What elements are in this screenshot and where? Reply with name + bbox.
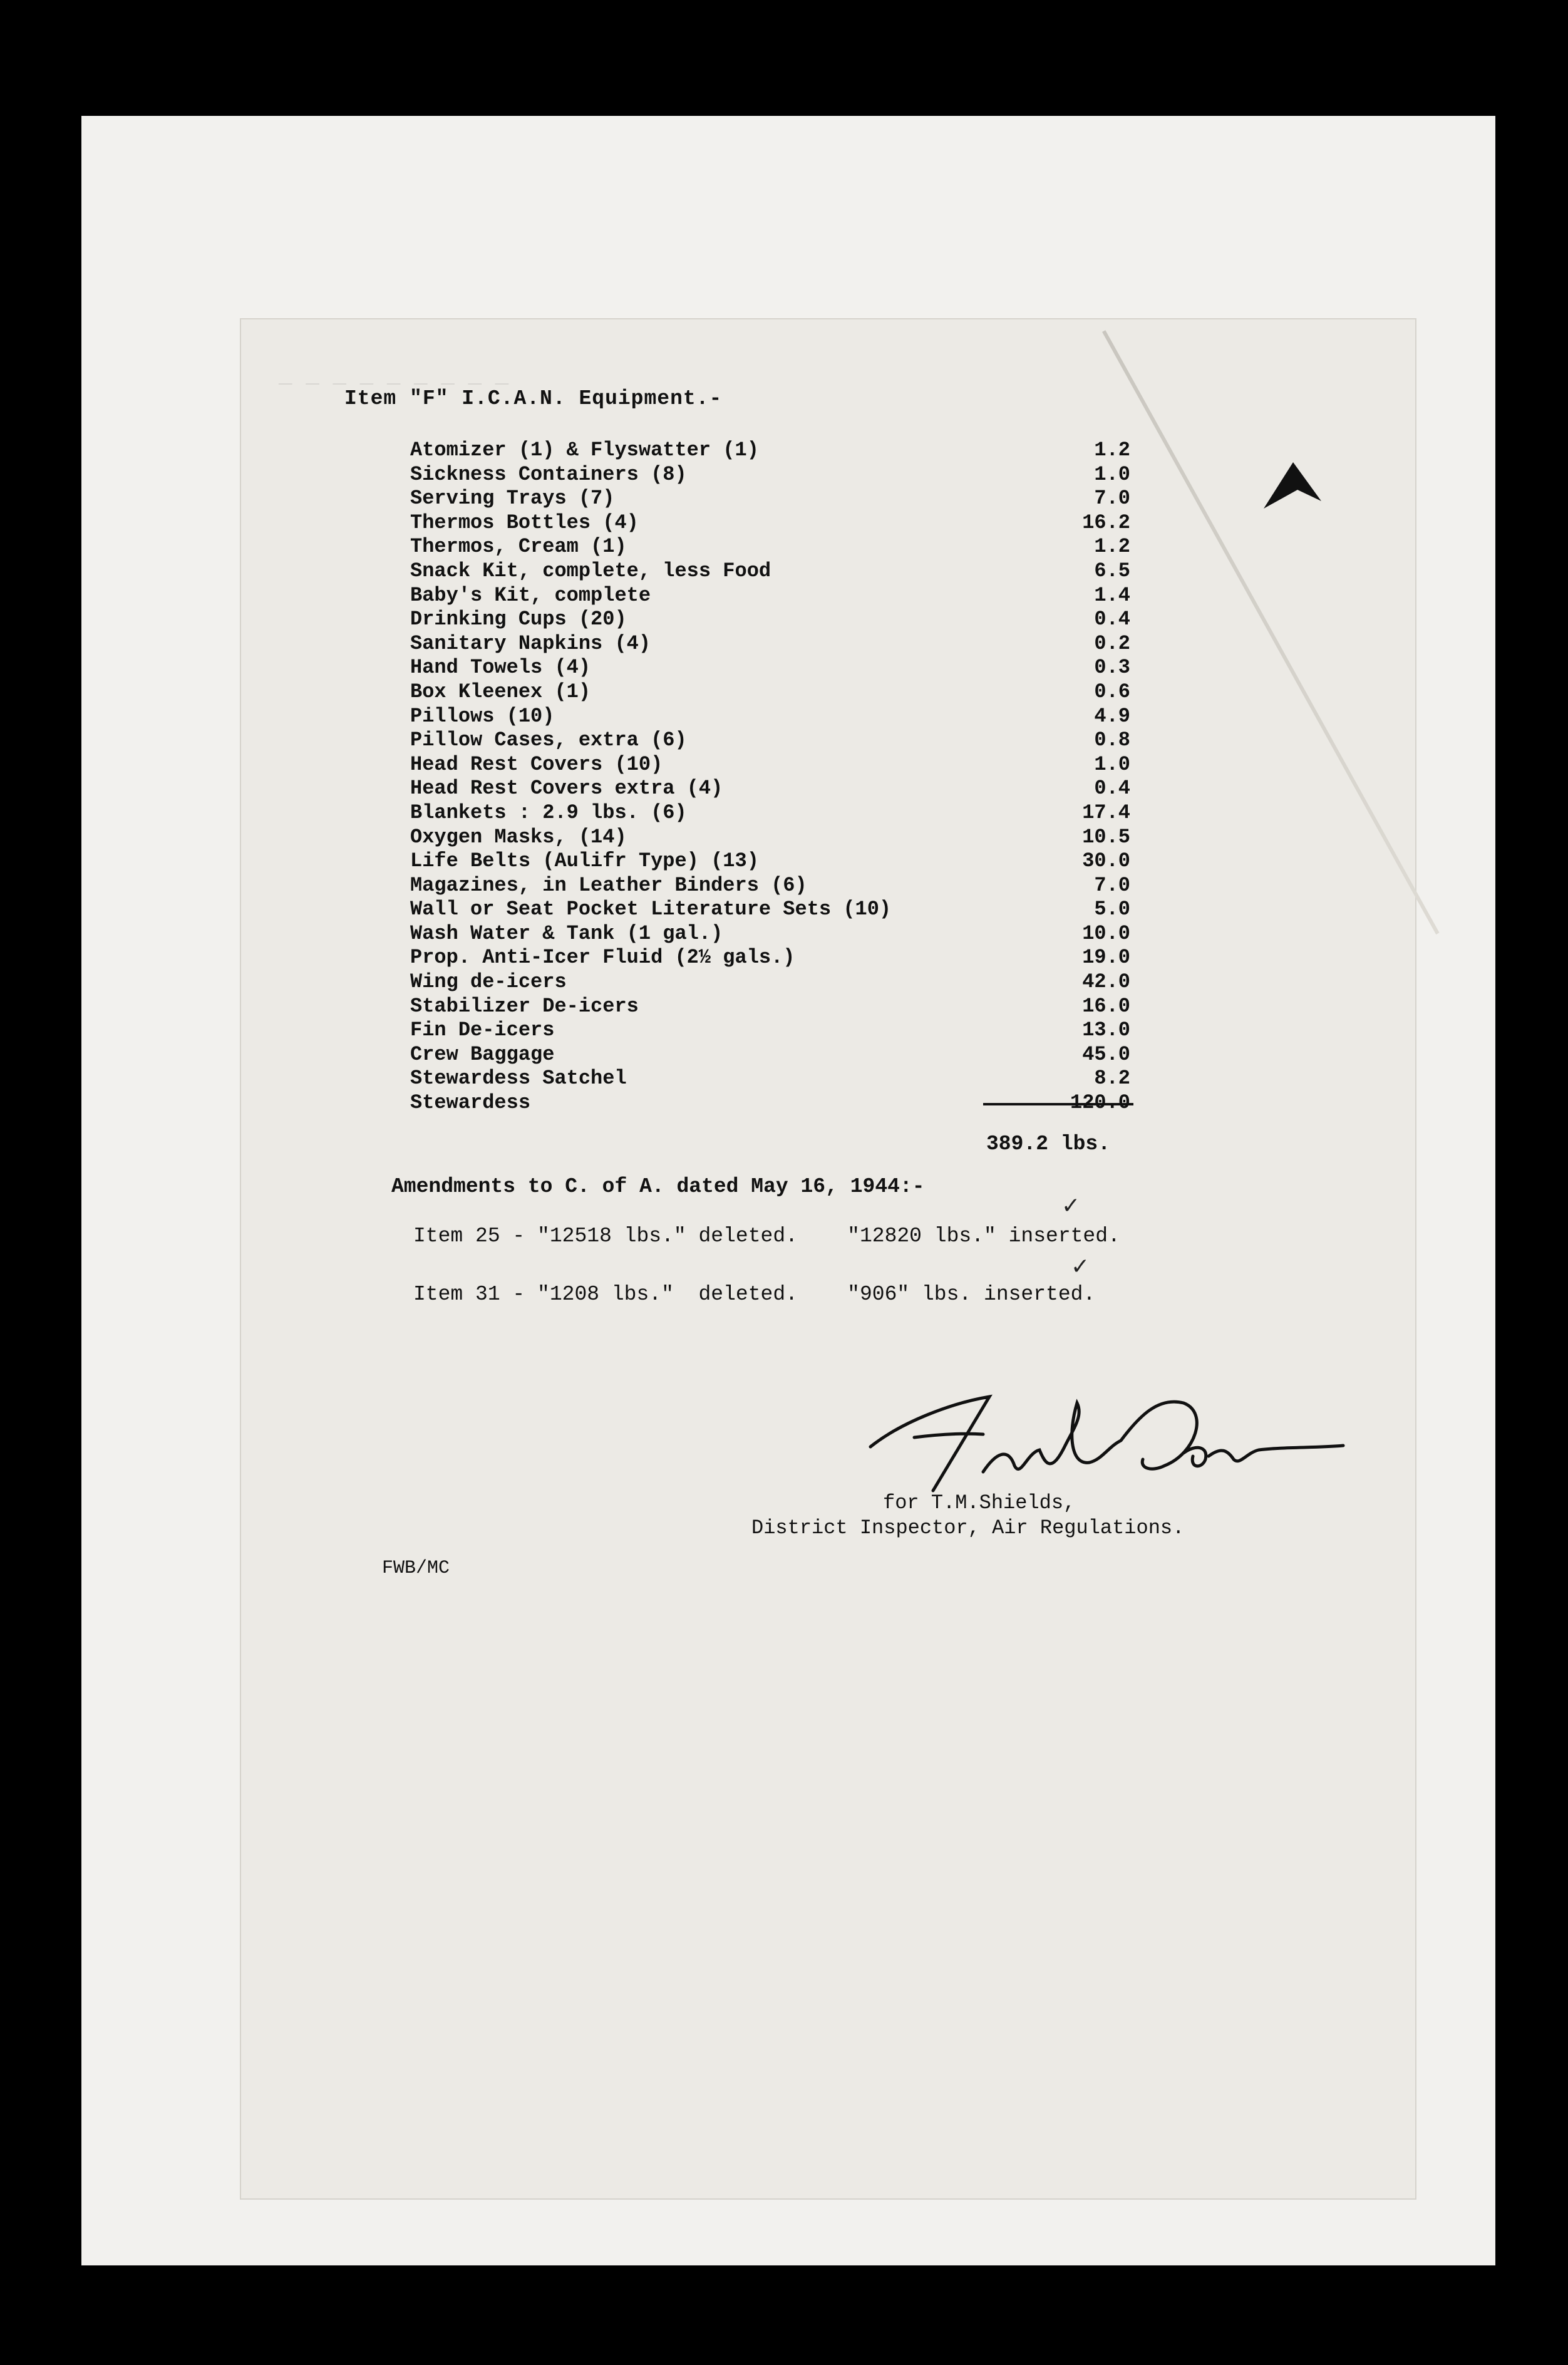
- equipment-weight: 1.2: [1094, 438, 1130, 462]
- equipment-weight: 7.0: [1094, 487, 1130, 510]
- equipment-weight: 45.0: [1082, 1042, 1130, 1066]
- equipment-weight: 16.0: [1082, 994, 1130, 1018]
- equipment-weight: 7.0: [1094, 873, 1130, 897]
- signature-title: District Inspector, Air Regulations.: [751, 1516, 1185, 1540]
- amendment-old: "12518 lbs.": [537, 1224, 686, 1248]
- equipment-name: Wing de-icers: [410, 970, 567, 994]
- equipment-name: Atomizer (1) & Flyswatter (1): [410, 438, 759, 462]
- equipment-name: Box Kleenex (1): [410, 680, 591, 703]
- amendment-line: Item 31 - "1208 lbs." deleted. "906" lbs. inserted.: [413, 1283, 1096, 1306]
- signature-for: for T.M.Shields,: [883, 1491, 1076, 1514]
- equipment-weight: 0.8: [1094, 728, 1130, 752]
- equipment-row: [410, 777, 1130, 801]
- equipment-weight: 0.3: [1094, 656, 1130, 680]
- equipment-row: [410, 946, 1130, 970]
- equipment-weight: 0.4: [1094, 777, 1130, 800]
- equipment-row: [410, 801, 1130, 825]
- amendment-inserted: inserted.: [1008, 1224, 1120, 1248]
- amendment-new: "906" lbs.: [847, 1283, 972, 1306]
- equipment-row: [410, 1018, 1130, 1043]
- typist-initials: FWB/MC: [382, 1558, 450, 1579]
- equipment-name: Drinking Cups (20): [410, 608, 627, 631]
- sum-underline: [983, 1103, 1133, 1105]
- equipment-name: Thermos Bottles (4): [410, 510, 639, 534]
- equipment-name: Pillows (10): [410, 704, 555, 728]
- equipment-weight: 19.0: [1082, 946, 1130, 970]
- equipment-name: Stewardess Satchel: [410, 1067, 627, 1090]
- equipment-weight: 1.0: [1094, 752, 1130, 776]
- amendment-inserted: inserted.: [984, 1283, 1096, 1306]
- equipment-weight: 1.4: [1094, 583, 1130, 607]
- equipment-weight: 8.2: [1094, 1067, 1130, 1090]
- equipment-row: [410, 680, 1130, 705]
- check-mark-icon: ✓: [1061, 1193, 1081, 1219]
- equipment-name: Magazines, in Leather Binders (6): [410, 873, 807, 897]
- equipment-weight: 6.5: [1094, 559, 1130, 582]
- equipment-row: [410, 849, 1130, 874]
- equipment-row: [410, 487, 1130, 511]
- equipment-weight: 13.0: [1082, 1018, 1130, 1042]
- equipment-name: Crew Baggage: [410, 1042, 555, 1066]
- equipment-name: Wall or Seat Pocket Literature Sets (10): [410, 898, 892, 921]
- equipment-weight: 120.0: [1070, 1091, 1130, 1115]
- equipment-weight: 10.5: [1082, 825, 1130, 849]
- equipment-row: [410, 970, 1130, 995]
- equipment-name: Stabilizer De-icers: [410, 994, 639, 1018]
- equipment-row: [410, 1067, 1130, 1091]
- equipment-row: [410, 1043, 1130, 1067]
- equipment-row: [410, 898, 1130, 922]
- equipment-weight: 0.4: [1094, 608, 1130, 631]
- arrow-mark-icon: [1259, 457, 1328, 514]
- equipment-name: Sickness Containers (8): [410, 462, 687, 486]
- equipment-row: [410, 753, 1130, 777]
- handwritten-signature: [858, 1378, 1346, 1503]
- equipment-row: [410, 559, 1130, 584]
- equipment-row: [410, 728, 1130, 753]
- equipment-row: [410, 874, 1130, 898]
- equipment-weight: 5.0: [1094, 898, 1130, 921]
- equipment-weight: 16.2: [1082, 510, 1130, 534]
- equipment-row: [410, 584, 1130, 608]
- equipment-name: Wash Water & Tank (1 gal.): [410, 921, 723, 945]
- equipment-name: Stewardess: [410, 1091, 531, 1115]
- equipment-name: Serving Trays (7): [410, 487, 615, 510]
- equipment-row: [410, 535, 1130, 559]
- item-title: Item "F" I.C.A.N. Equipment.-: [344, 387, 723, 410]
- equipment-name: Snack Kit, complete, less Food: [410, 559, 771, 582]
- amendment-deleted: deleted.: [698, 1224, 798, 1248]
- total-weight: 389.2 lbs.: [986, 1132, 1111, 1156]
- equipment-row: [410, 705, 1130, 729]
- equipment-row: [410, 656, 1130, 680]
- amendment-item: Item 25: [413, 1224, 500, 1248]
- amendment-item: Item 31: [413, 1283, 500, 1306]
- equipment-name: Sanitary Napkins (4): [410, 631, 651, 655]
- equipment-row: [410, 632, 1130, 656]
- amendment-old: "1208 lbs.": [537, 1283, 674, 1306]
- equipment-name: Head Rest Covers extra (4): [410, 777, 723, 800]
- equipment-weight: 1.2: [1094, 535, 1130, 559]
- document-page: _ _ _ _ _ _ _ _ _: [241, 319, 1415, 2198]
- equipment-row: [410, 922, 1130, 946]
- equipment-name: Fin De-icers: [410, 1018, 555, 1042]
- equipment-name: Life Belts (Aulifr Type) (13): [410, 849, 759, 873]
- equipment-name: Oxygen Masks, (14): [410, 825, 627, 849]
- equipment-weight: 1.0: [1094, 462, 1130, 486]
- equipment-name: Pillow Cases, extra (6): [410, 728, 687, 752]
- equipment-name: Thermos, Cream (1): [410, 535, 627, 559]
- amendment-new: "12820 lbs.": [847, 1224, 996, 1248]
- amendment-line: Item 25 - "12518 lbs." deleted. "12820 lbs." inserted.: [413, 1224, 1120, 1248]
- equipment-weight: 17.4: [1082, 800, 1130, 824]
- equipment-row: [410, 463, 1130, 487]
- amendments-title: Amendments to C. of A. dated May 16, 1944:-: [391, 1175, 925, 1198]
- amendment-deleted: deleted.: [698, 1283, 798, 1306]
- equipment-row: [410, 608, 1130, 632]
- equipment-name: Baby's Kit, complete: [410, 583, 651, 607]
- equipment-weight: 42.0: [1082, 970, 1130, 994]
- equipment-name: Hand Towels (4): [410, 656, 591, 680]
- equipment-weight: 0.6: [1094, 680, 1130, 703]
- check-mark-icon: ✓: [1071, 1254, 1090, 1280]
- equipment-row: [410, 438, 1130, 463]
- equipment-name: Prop. Anti-Icer Fluid (2½ gals.): [410, 946, 795, 970]
- equipment-row: [410, 511, 1130, 536]
- equipment-row: [410, 825, 1130, 850]
- equipment-weight: 4.9: [1094, 704, 1130, 728]
- equipment-weight: 30.0: [1082, 849, 1130, 873]
- equipment-row: [410, 995, 1130, 1019]
- equipment-name: Head Rest Covers (10): [410, 752, 663, 776]
- equipment-weight: 0.2: [1094, 631, 1130, 655]
- equipment-name: Blankets : 2.9 lbs. (6): [410, 800, 687, 824]
- equipment-list: [410, 438, 1130, 1115]
- equipment-weight: 10.0: [1082, 921, 1130, 945]
